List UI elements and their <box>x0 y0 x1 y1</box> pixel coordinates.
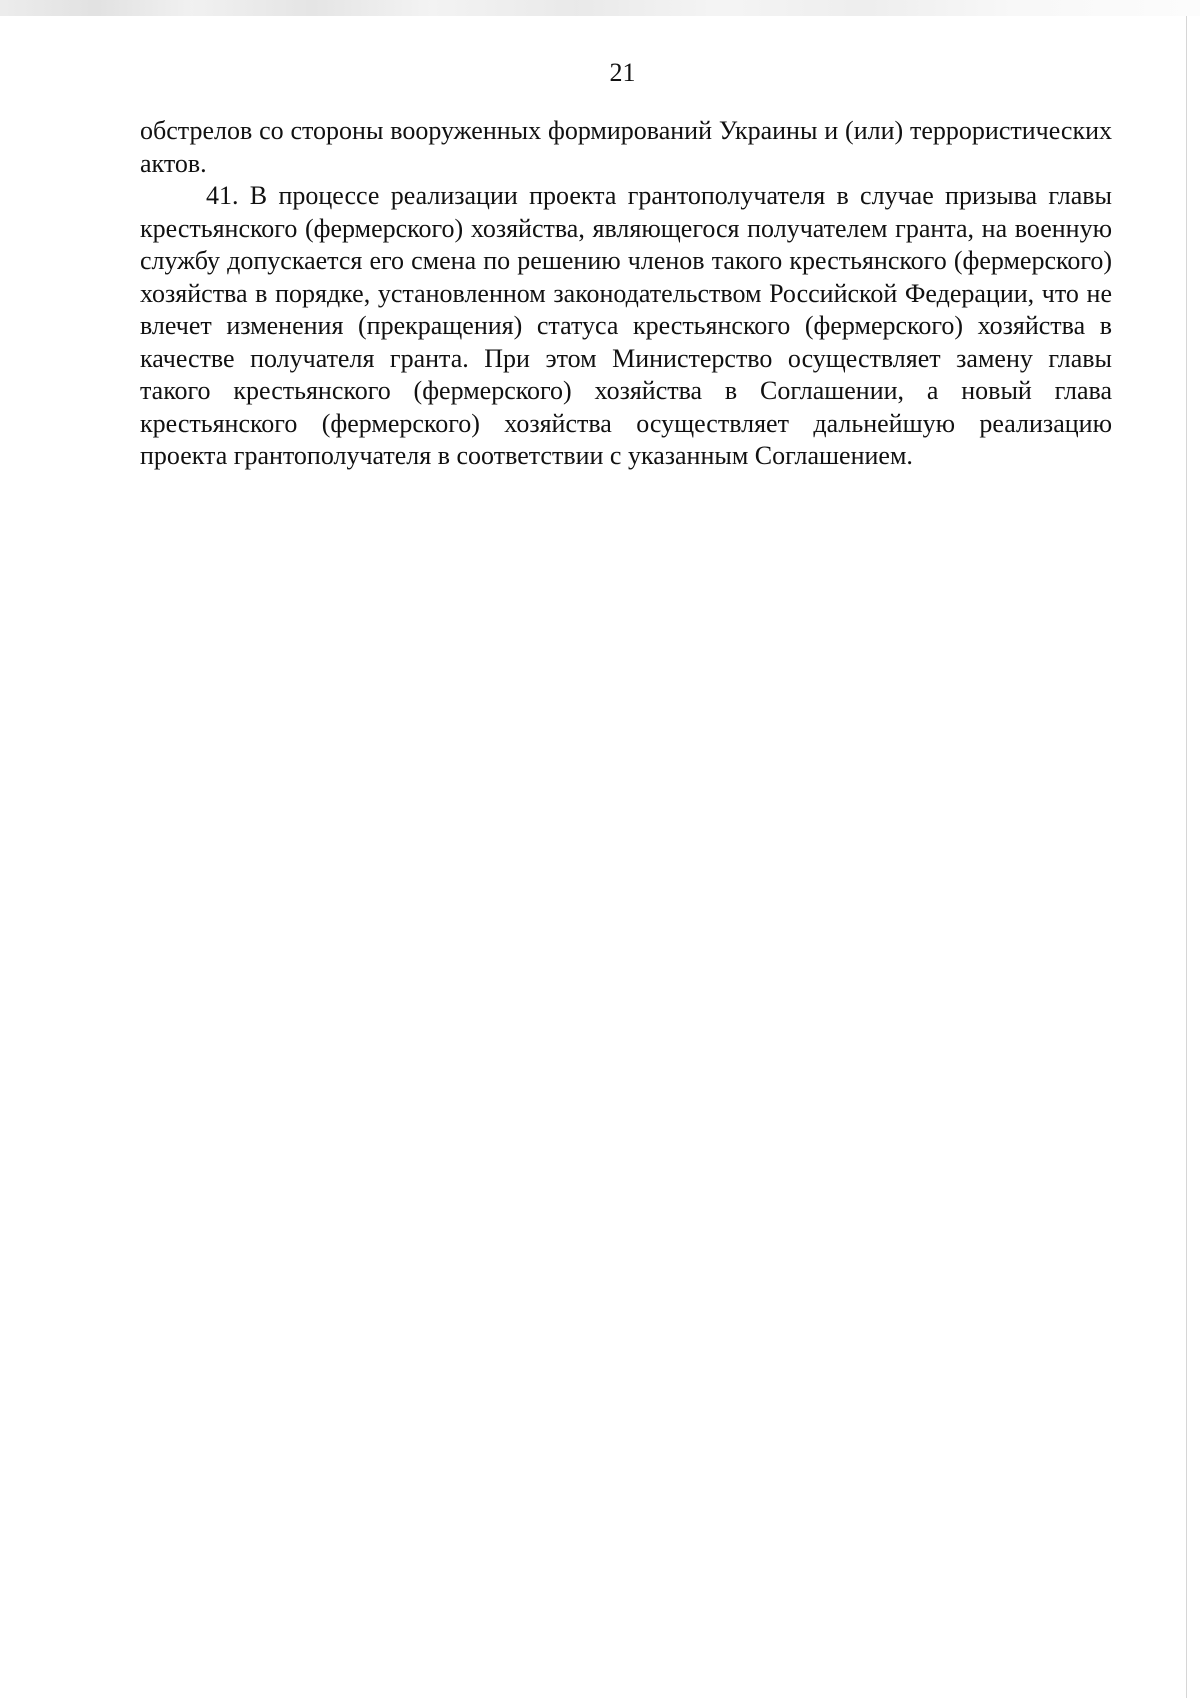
document-body <box>140 115 1112 473</box>
page-number: 21 <box>609 58 636 87</box>
scan-margin-line <box>1186 16 1187 1698</box>
paragraph-41: 41. В процессе реализации проекта грантополучателя в случае призыва главы крестьянского (фермерского) хозяйства, являющегося получателем гранта, на военную службу допускается его смена по решению членов такого крестьянского (фермерского) хозяйства в порядке, установленном законодательством Российской Федерации, что не влечет изменения (прекращения) статуса крестьянского (фермерского) хозяйства в качестве получателя гранта. При этом Министерство осуществляет замену главы такого крестьянского (фермерского) хозяйства в Соглашении, а новый глава крестьянского (фермерского) хозяйства осуществляет дальнейшую реализацию проекта грантополучателя в соответствии с указанным Соглашением. <box>140 181 1112 470</box>
paragraph-continued: обстрелов со стороны вооруженных формирований Украины и (или) террористических актов. <box>140 116 1112 178</box>
scan-edge <box>0 0 1200 16</box>
